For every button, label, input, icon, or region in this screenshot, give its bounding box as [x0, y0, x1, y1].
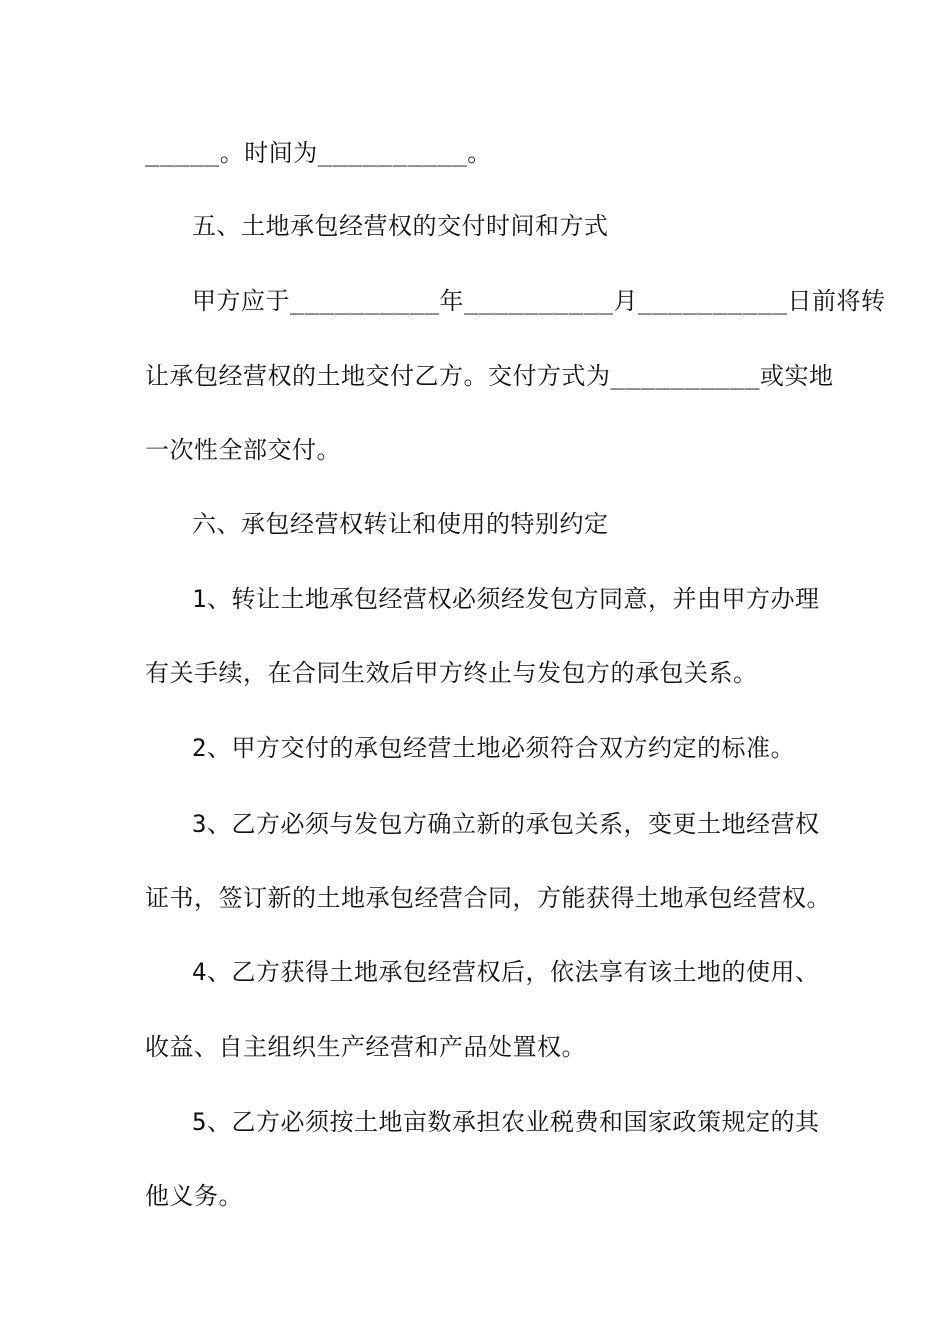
text-line: 证书，签订新的土地承包经营合同，方能获得土地承包经营权。: [145, 884, 831, 912]
text-line: 一次性全部交付。: [145, 436, 341, 464]
text-line: 甲方应于__________年__________月__________日前将转: [192, 287, 886, 315]
text-line: 他义务。: [145, 1182, 243, 1210]
text-line: 1、转让土地承包经营权必须经发包方同意，并由甲方办理: [192, 585, 820, 613]
text-line: _____。时间为__________。: [145, 139, 492, 167]
text-line: 3、乙方必须与发包方确立新的承包关系，变更土地经营权: [192, 810, 820, 838]
text-line: 4、乙方获得土地承包经营权后，依法享有该土地的使用、: [192, 958, 820, 986]
text-line: 让承包经营权的土地交付乙方。交付方式为__________或实地: [145, 362, 834, 390]
section-heading: 五、土地承包经营权的交付时间和方式: [192, 212, 609, 240]
text-line: 有关手续，在合同生效后甲方终止与发包方的承包关系。: [145, 659, 758, 687]
section-heading: 六、承包经营权转让和使用的特别约定: [192, 510, 609, 538]
text-line: 5、乙方必须按土地亩数承担农业税费和国家政策规定的其: [192, 1108, 820, 1136]
text-line: 收益、自主组织生产经营和产品处置权。: [145, 1033, 586, 1061]
text-line: 2、甲方交付的承包经营土地必须符合双方约定的标准。: [192, 734, 795, 762]
